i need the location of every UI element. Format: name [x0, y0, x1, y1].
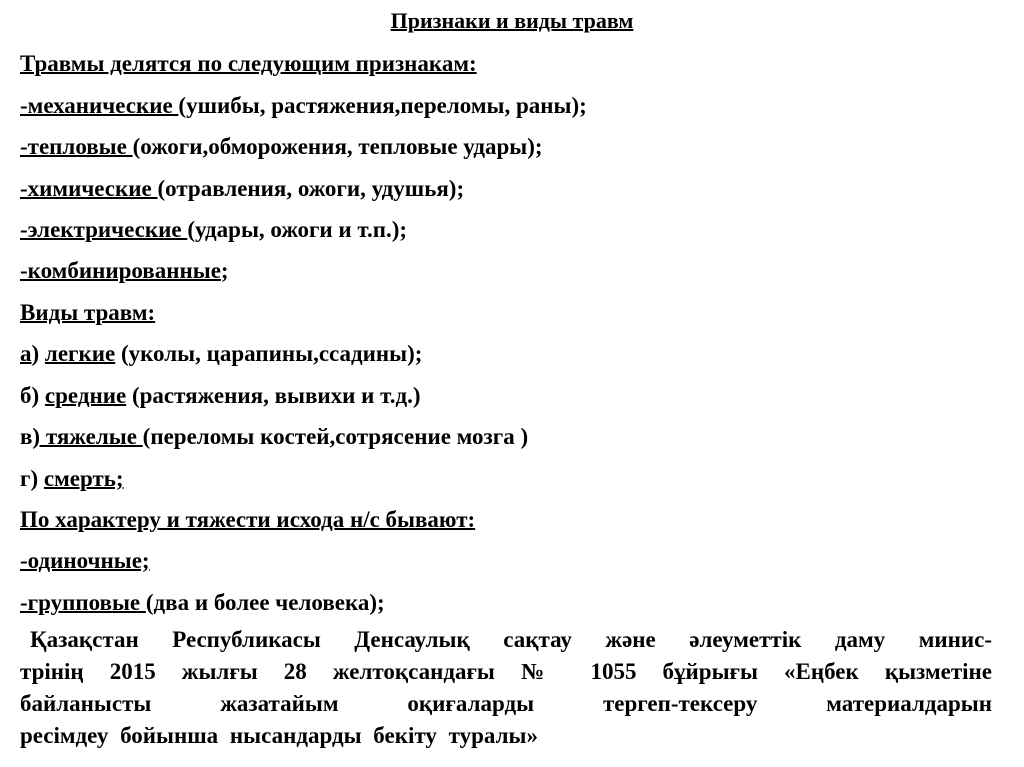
list-item-death: [20, 464, 124, 494]
page-title: Признаки и виды травм: [390, 8, 634, 33]
term-group: -групповые: [20, 590, 146, 615]
term-death: смерть;: [43, 466, 124, 491]
desc-light: (уколы, царапины,ссадины);: [115, 341, 423, 366]
list-item-medium: [20, 381, 420, 411]
list-item-single: [20, 546, 150, 576]
term-combined: -комбинированные: [20, 258, 221, 283]
term-chemical: -химические: [20, 176, 158, 201]
desc-chemical: (отравления, ожоги, удушья);: [157, 176, 465, 201]
term-light: легкие: [44, 341, 116, 366]
list-item-severe: [20, 422, 528, 452]
paragraph-line: Қазақстан Республикасы Денсаулық сақтау және әлеуметтік даму минис-: [30, 627, 992, 652]
prefix-severe: в: [20, 424, 33, 449]
term-single: -одиночные;: [20, 548, 150, 573]
types-heading: Виды травм:: [20, 300, 156, 325]
desc-thermal: (ожоги,обморожения, тепловые удары);: [132, 134, 543, 159]
desc-medium: (растяжения, вывихи и т.д.): [126, 383, 421, 408]
desc-group: (два и более человека);: [145, 590, 385, 615]
term-electrical: -электрические: [20, 217, 188, 242]
term-mechanical: -механические: [20, 93, 179, 118]
list-item-light: [20, 339, 422, 369]
outcome-heading: По характеру и тяжести исхода н/с бывают:: [20, 507, 476, 532]
paragraph-line: трінің 2015 жылғы 28 желтоқсандағы № 1055 бұйрығы «Еңбек қызметіне: [20, 659, 992, 684]
paragraph-line: байланысты жазатайым оқиғаларды тергеп-тексеру материалдарын: [20, 691, 992, 716]
regulation-paragraph: [20, 624, 992, 752]
list-item-electrical: [20, 215, 407, 245]
list-item-mechanical: [20, 91, 587, 121]
prefix-light: а: [20, 341, 32, 366]
desc-electrical: (удары, ожоги и т.п.);: [187, 217, 408, 242]
prefix-medium: б): [20, 383, 45, 408]
list-item-thermal: [20, 132, 543, 162]
desc-combined: ;: [220, 258, 229, 283]
list-item-chemical: [20, 174, 464, 204]
term-medium: средние: [44, 383, 127, 408]
prefix-death: г): [20, 466, 44, 491]
term-thermal: -тепловые: [20, 134, 133, 159]
paragraph-line: ресімдеу бойынша нысандарды бекіту туралы»: [20, 723, 538, 748]
desc-severe: (переломы костей,сотрясение мозга ): [142, 424, 529, 449]
term-severe: ) тяжелые: [32, 424, 143, 449]
desc-mechanical: (ушибы, растяжения,переломы, раны);: [178, 93, 587, 118]
signs-heading: Травмы делятся по следующим признакам:: [20, 51, 477, 76]
sep-light: ): [31, 341, 45, 366]
list-item-group: [20, 588, 385, 618]
list-item-combined: [20, 256, 229, 286]
